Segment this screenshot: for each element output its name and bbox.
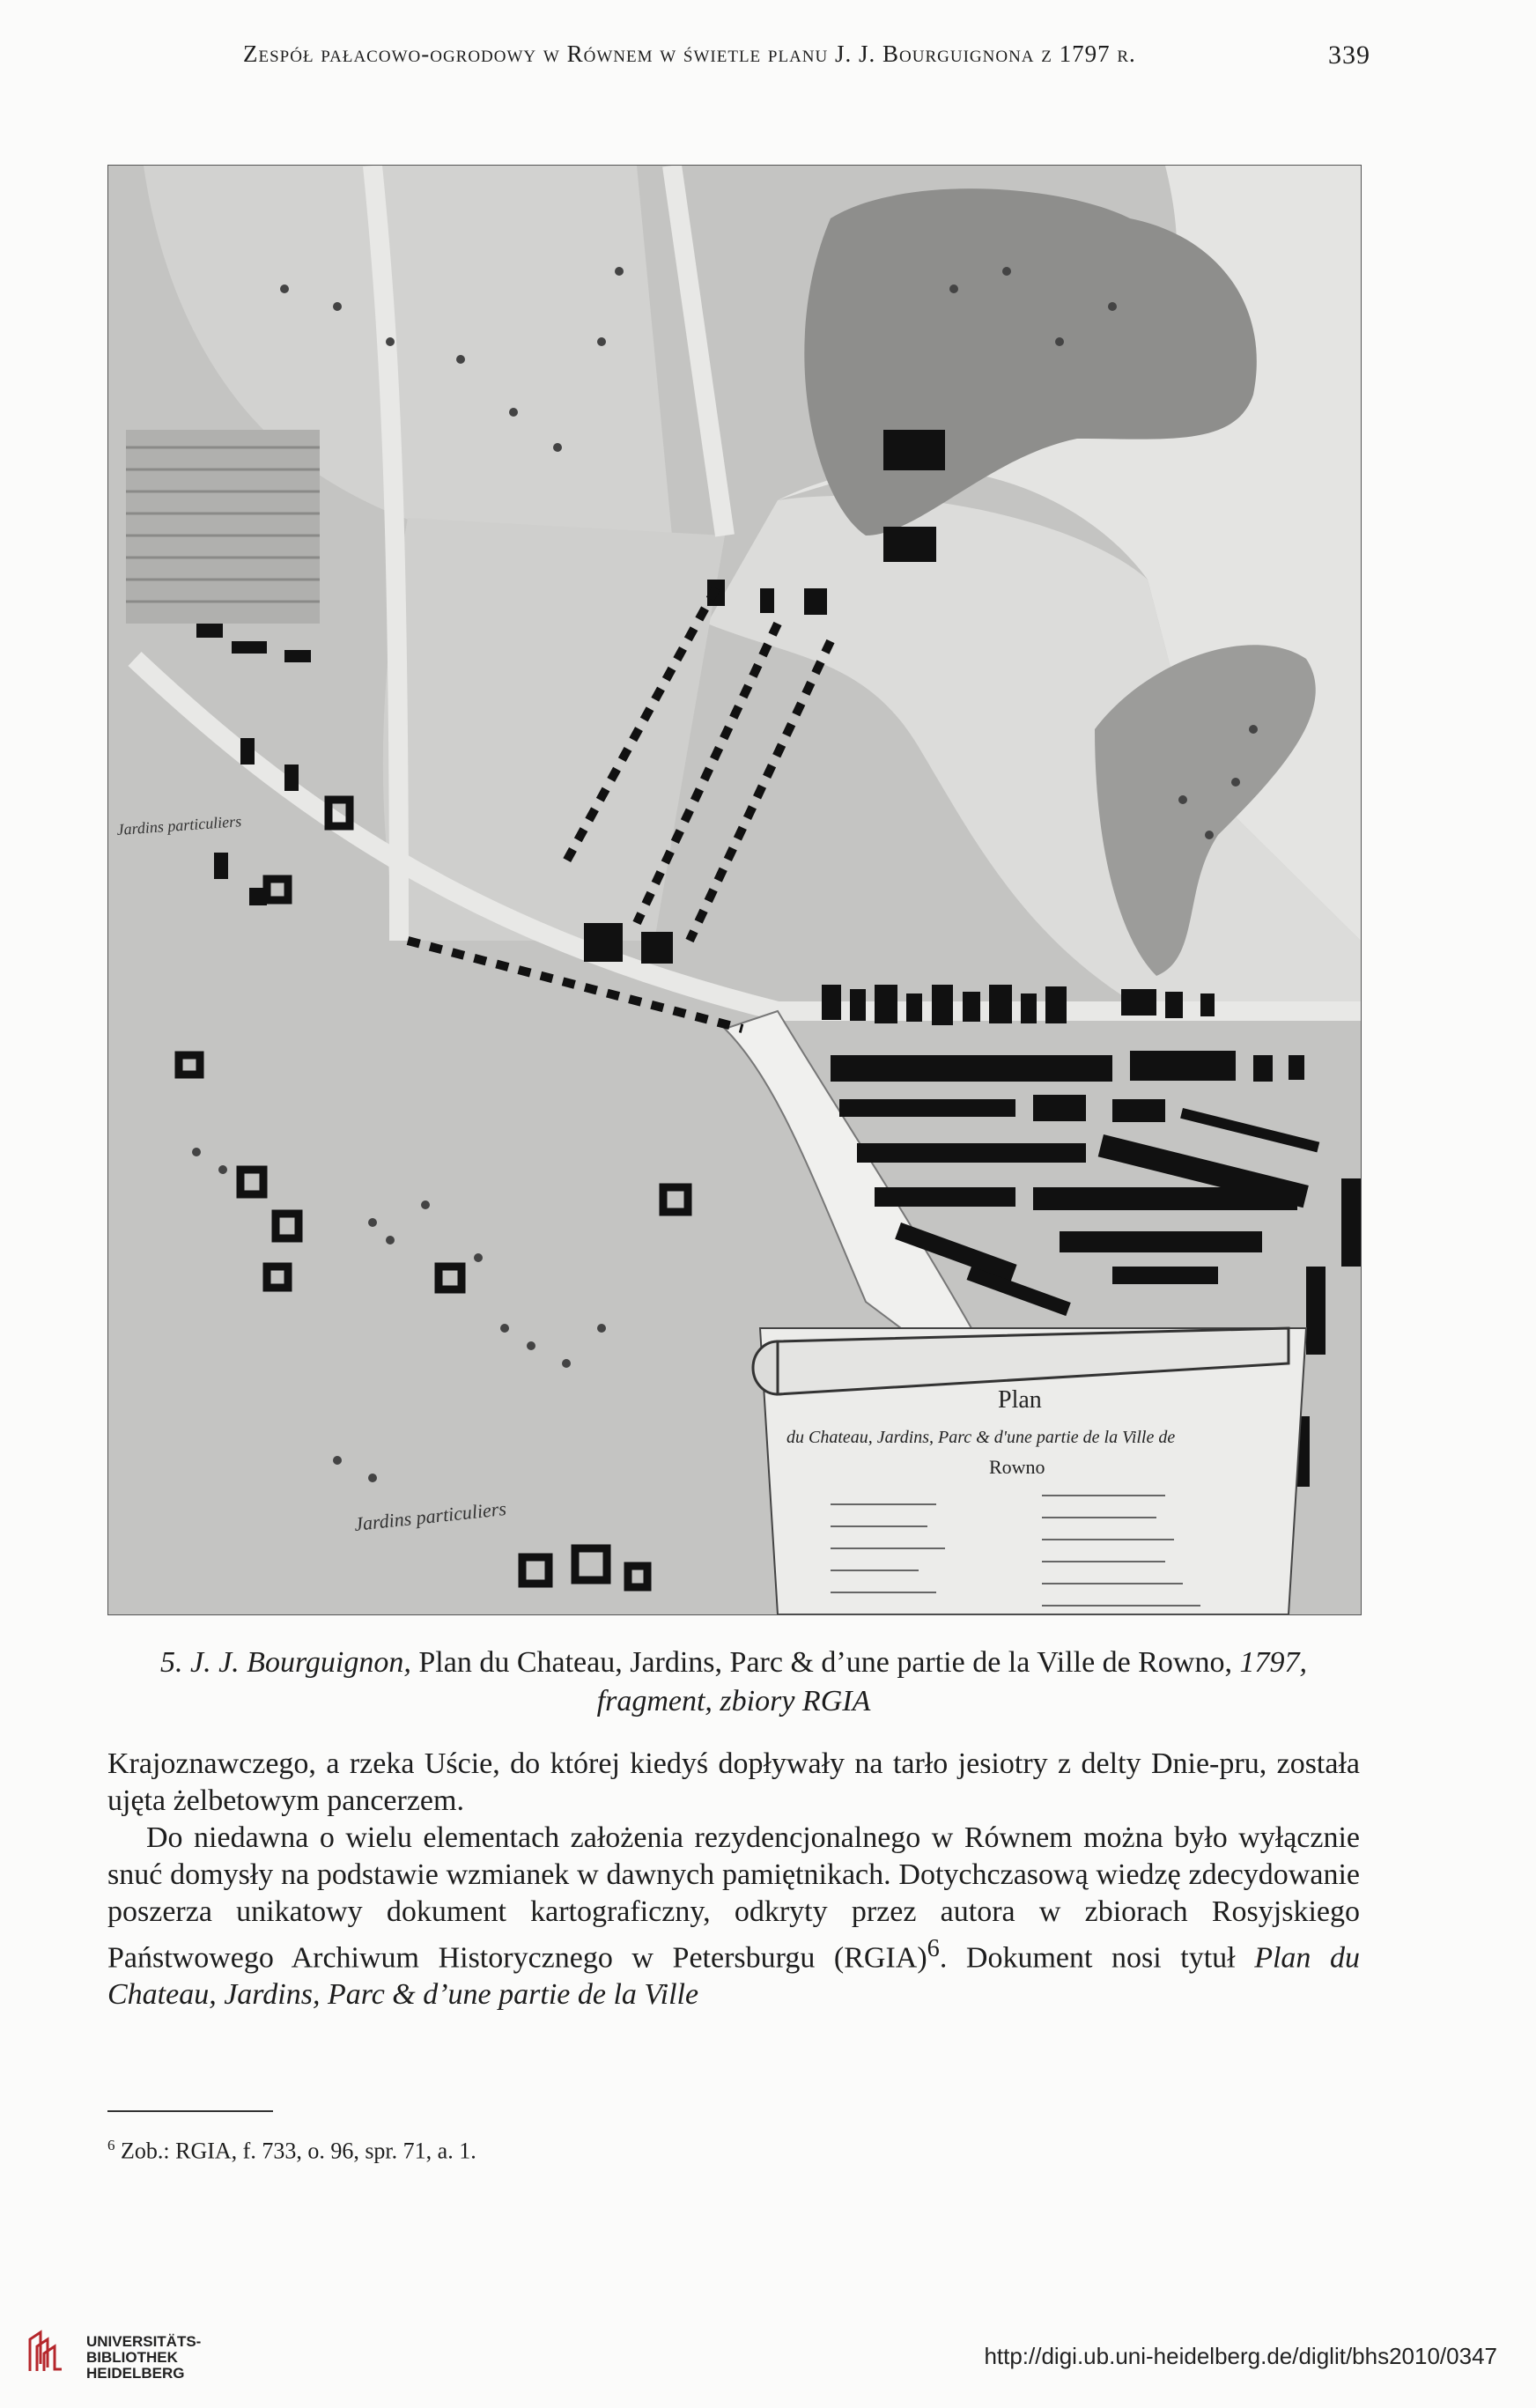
- cartouche-title-2: du Chateau, Jardins, Parc & d'une partie de la Ville de: [786, 1428, 1176, 1447]
- library-line-3: HEIDELBERG: [86, 2365, 185, 2382]
- cartouche-title-1: Plan: [998, 1386, 1042, 1414]
- paragraph-1: Krajoznawczego, a rzeka Uście, do której kiedyś dopływały na tarło jesiotry z delty Dnie-pru, została ujęta żelbetowym pancerzem.: [107, 1747, 1360, 1817]
- footnote-text: Zob.: RGIA, f. 733, o. 96, spr. 71, a. 1.: [121, 2138, 476, 2164]
- figure-caption: [107, 1643, 1360, 1721]
- body-text: [107, 1746, 1360, 2013]
- library-name: [86, 2334, 201, 2382]
- page-number: 339: [1328, 41, 1370, 70]
- caption-author: J. J. Bourguignon,: [190, 1646, 411, 1679]
- library-logo-icon: [26, 2329, 65, 2373]
- footnote: [107, 2137, 476, 2165]
- caption-year: 1797,: [1239, 1646, 1307, 1679]
- cartouche-title-3: Rowno: [989, 1456, 1045, 1478]
- caption-title: Plan du Chateau, Jardins, Parc & d’une partie de la Ville de Rowno,: [418, 1646, 1232, 1679]
- caption-number: 5.: [160, 1646, 183, 1679]
- footnote-number: 6: [107, 2137, 115, 2153]
- paragraph-2-main: Do niedawna o wielu elementach założenia rezydencjonalnego w Równem można było wyłącznie snuć domysły na podstawie wzmianek w dawnych pamiętnikach. Dotychczasową wiedzę zdecydowanie poszerza unikatowy dokument kartograficzny, odkryty przez autora w zbiorach Rosyjskiego Państwowego Archiwum Historycznego w Petersburgu (RGIA): [107, 1821, 1360, 1975]
- library-line-1: UNIVERSITÄTS-: [86, 2333, 202, 2350]
- footnote-ref[interactable]: 6: [927, 1935, 940, 1962]
- source-url[interactable]: http://digi.ub.uni-heidelberg.de/diglit/bhs2010/0347: [984, 2343, 1497, 2369]
- map-label-jardins-bottom: Jardins particuliers: [352, 1496, 507, 1535]
- paragraph-2-tail: . Dokument nosi tytuł: [939, 1941, 1255, 1975]
- library-line-2: BIBLIOTHEK: [86, 2349, 178, 2366]
- historical-map-figure: [107, 165, 1362, 1615]
- running-title: Zespół pałacowo-ogrodowy w Równem w świetle planu J. J. Bourguignona z 1797 r.: [243, 41, 1136, 67]
- running-header: [243, 41, 1370, 70]
- map-label-jardins-left: Jardins particuliers: [115, 812, 242, 838]
- paragraph-2-title: Plan du Chateau, Jardins, Parc & d’une partie de la Ville: [107, 1941, 1360, 2012]
- paragraph-2: [107, 1820, 1360, 2013]
- caption-details: fragment, zbiory RGIA: [596, 1685, 871, 1717]
- footnote-rule: [107, 2110, 273, 2112]
